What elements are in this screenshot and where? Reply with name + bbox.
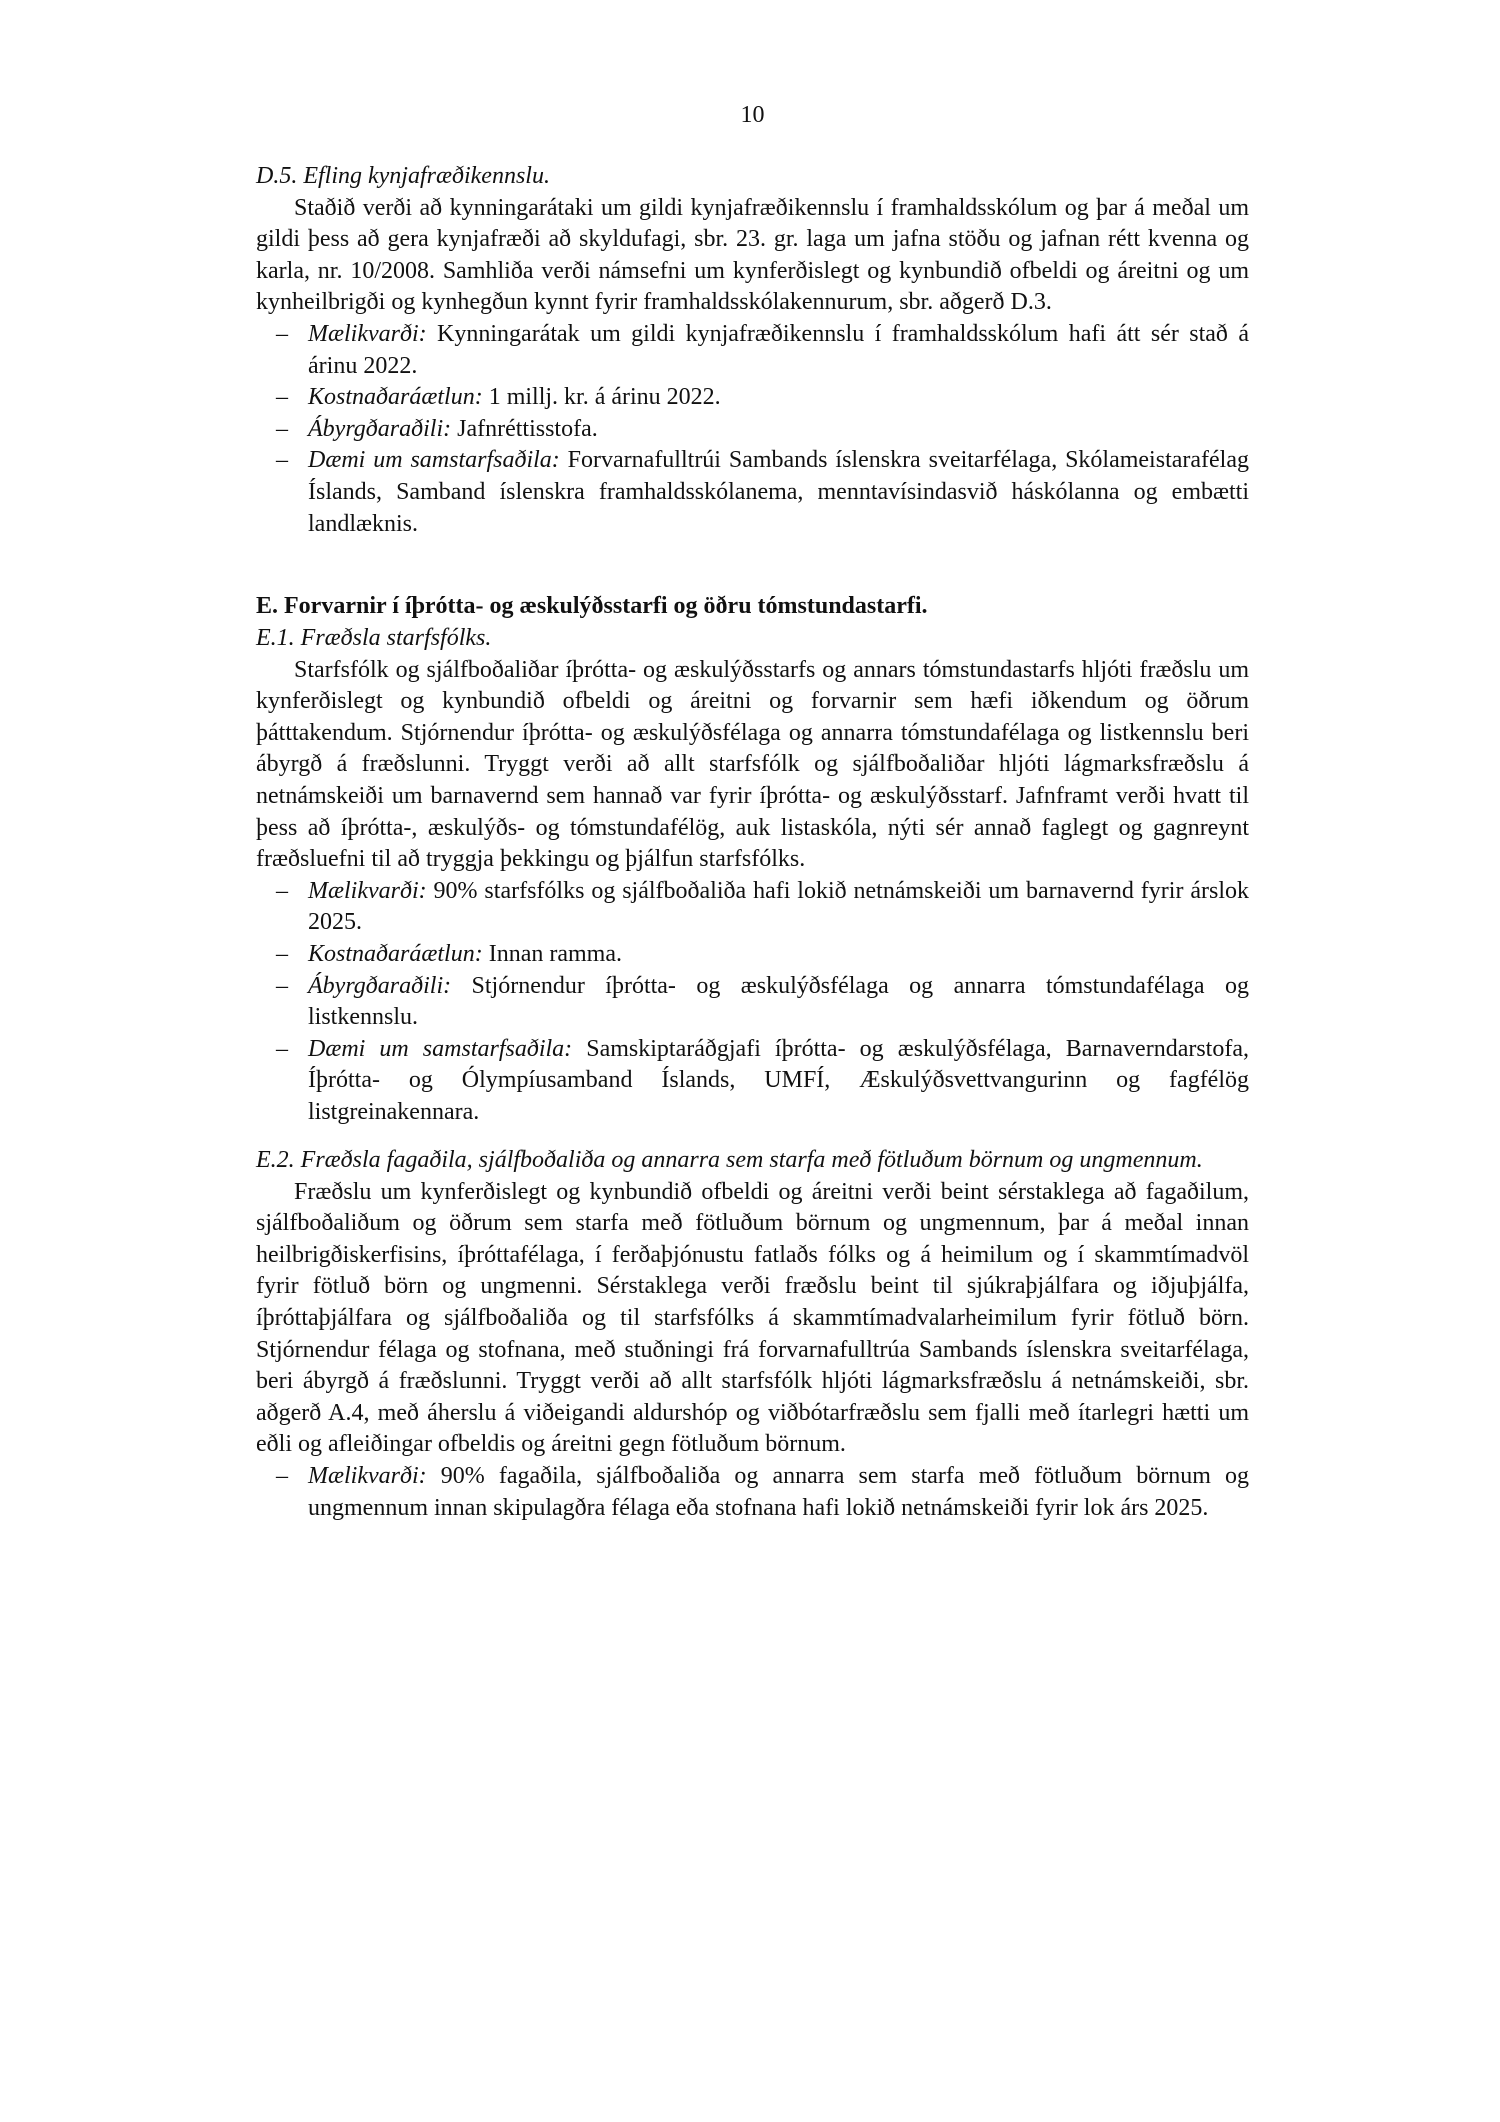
item-label: Kostnaðaráætlun:	[308, 940, 483, 967]
dash-bullet: –	[276, 384, 288, 411]
dash-bullet: –	[276, 1035, 288, 1062]
item-label: Ábyrgðaraðili:	[308, 415, 452, 442]
list-item	[256, 971, 1249, 1034]
dash-bullet: –	[276, 877, 288, 904]
section-d5	[256, 161, 1249, 540]
section-e1-paragraph: Starfsfólk og sjálfboðaliðar íþrótta- og æskulýðsstarfs og annars tómstundastarfs hljóti fræðslu um kynferðislegt og kynbundið ofbeldi og áreitni og forvarnir sem hæfi iðkendum og öðrum þátttakendum. Stjórnendur íþrótta- og æskulýðsfélaga og annarra tómstundafélaga og listkennslu beri ábyrgð á fræðslunni. Tryggt verði að allt starfsfólk og sjálfboðaliðar hljóti lágmarksfræðslu á netnámskeiði um barnavernd sem hannað var fyrir íþrótta- og æskulýðsstarf. Jafnframt verði hvatt til þess að íþrótta-, æskulýðs- og tómstundafélög, auk listaskóla, nýti sér annað faglegt og gagnreynt fræðsluefni til að tryggja þekkingu og þjálfun starfsfólks.	[256, 656, 1249, 873]
item-label: Dæmi um samstarfsaðila:	[308, 1035, 573, 1062]
item-text: Kynningarátak um gildi kynjafræðikennslu í framhaldsskólum hafi átt sér stað á árinu 2022.	[308, 320, 1249, 379]
section-e1	[256, 623, 1249, 1129]
dash-bullet: –	[276, 972, 288, 999]
item-label: Kostnaðaráætlun:	[308, 384, 483, 411]
section-e2-paragraph: Fræðslu um kynferðislegt og kynbundið ofbeldi og áreitni verði beint sérstaklega að fagaðilum, sjálfboðaliðum og öðrum sem starfa með fötluðum börnum og ungmennum, þar á meðal innan heilbrigðiskerfisins, íþróttafélaga, í ferðaþjónustu fatlaðs fólks og á heimilum og í skammtímadvöl fyrir fötluð börn og ungmenni. Sérstaklega verði fræðslu beint til sjúkraþjálfara og iðjuþjálfa, íþróttaþjálfara og sjálfboðaliða og til starfsfólks á skammtímadvalarheimilum fyrir fötluð börn. Stjórnendur félaga og stofnana, með stuðningi frá forvarnafulltrúa Sambands íslenskra sveitarfélaga, beri ábyrgð á fræðslunni. Tryggt verði að allt starfsfólk hljóti lágmarksfræðslu á netnámskeiði, sbr. aðgerð A.4, með áherslu á viðeigandi aldurshóp og viðbótarfræðslu sem fjalli með ítarlegri hætti um eðli og afleiðingar ofbeldis og áreitni gegn fötluðum börnum.	[256, 1178, 1249, 1458]
dash-bullet: –	[276, 320, 288, 347]
section-d5-heading: D.5. Efling kynjafræðikennslu.	[256, 163, 550, 189]
item-label: Ábyrgðaraðili:	[308, 972, 452, 999]
item-text: Forvarnafulltrúi Sambands íslenskra sveitarfélaga, Skólameistarafélag Íslands, Samband íslenskra framhaldsskólanema, menntavísindasvið háskólanna og embætti landlæknis.	[308, 447, 1249, 537]
item-text: 1 millj. kr. á árinu 2022.	[482, 384, 721, 411]
item-label: Dæmi um samstarfsaðila:	[308, 447, 560, 474]
section-e2	[256, 1145, 1249, 1524]
list-item	[256, 445, 1249, 540]
dash-bullet: –	[276, 1462, 288, 1489]
page-number: 10	[740, 102, 765, 128]
item-text: 90% fagaðila, sjálfboðaliða og annarra sem starfa með fötluðum börnum og ungmennum innan skipulagðra félaga eða stofnana hafi lokið netnámskeiði fyrir lok árs 2025.	[308, 1462, 1249, 1521]
section-e2-list	[256, 1461, 1249, 1524]
list-item	[256, 876, 1249, 939]
list-item	[256, 382, 1249, 414]
dash-bullet: –	[276, 447, 288, 474]
section-e2-heading: E.2. Fræðsla fagaðila, sjálfboðaliða og annarra sem starfa með fötluðum börnum og ungmennum.	[256, 1147, 1203, 1173]
dash-bullet: –	[276, 940, 288, 967]
list-item	[256, 1461, 1249, 1524]
item-label: Mælikvarði:	[308, 320, 427, 347]
item-label: Mælikvarði:	[308, 1462, 427, 1489]
section-e1-heading: E.1. Fræðsla starfsfólks.	[256, 625, 492, 651]
section-d5-paragraph: Staðið verði að kynningarátaki um gildi kynjafræðikennslu í framhaldsskólum og þar á meðal um gildi þess að gera kynjafræði að skyldufagi, sbr. 23. gr. laga um jafna stöðu og jafnan rétt kvenna og karla, nr. 10/2008. Samhliða verði námsefni um kynferðislegt og kynbundið ofbeldi og áreitni og um kynheilbrigði og kynhegðun kynnt fyrir framhaldsskólakennurum, sbr. aðgerð D.3.	[256, 194, 1249, 316]
dash-bullet: –	[276, 415, 288, 442]
list-item	[256, 1034, 1249, 1129]
item-text: Samskiptaráðgjafi íþrótta- og æskulýðsfélaga, Barnaverndarstofa, Íþrótta- og Ólympíusamband Íslands, UMFÍ, Æskulýðsvettvangurinn og fagfélög listgreinakennara.	[308, 1035, 1249, 1125]
item-text: Jafnréttisstofa.	[451, 415, 598, 442]
section-e-heading: E. Forvarnir í íþrótta- og æskulýðsstarfi og öðru tómstundastarfi.	[256, 593, 928, 619]
section-e1-list	[256, 876, 1249, 1129]
list-item	[256, 939, 1249, 971]
item-text: Innan ramma.	[482, 940, 622, 967]
item-text: Stjórnendur íþrótta- og æskulýðsfélaga og annarra tómstundafélaga og listkennslu.	[308, 972, 1249, 1031]
section-d5-list	[256, 319, 1249, 540]
item-label: Mælikvarði:	[308, 877, 427, 904]
list-item	[256, 319, 1249, 382]
item-text: 90% starfsfólks og sjálfboðaliða hafi lokið netnámskeiði um barnavernd fyrir árslok 2025.	[308, 877, 1249, 936]
list-item	[256, 414, 1249, 446]
